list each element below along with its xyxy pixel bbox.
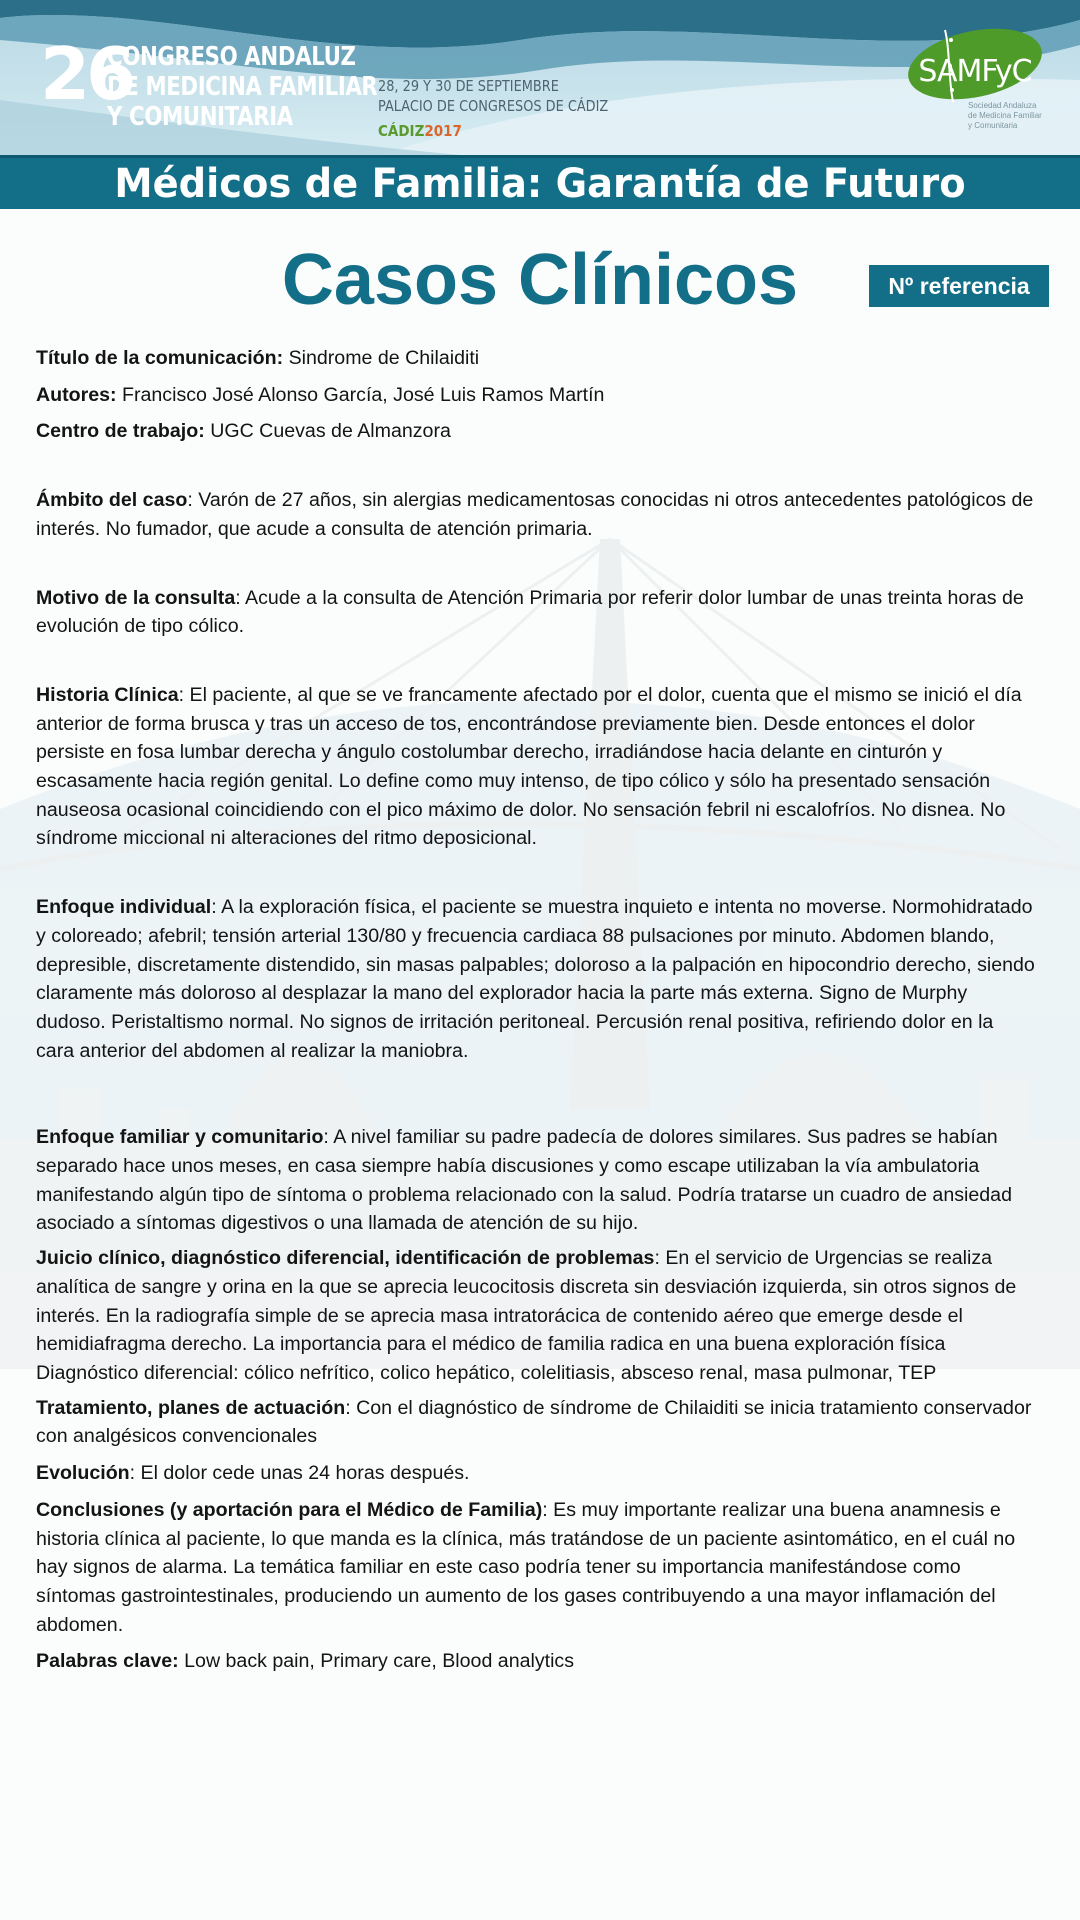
congress-dates [378, 76, 608, 116]
slogan-bar [0, 155, 1080, 209]
field-enfoque-familiar [36, 1123, 1036, 1238]
field-enfoque-individual [36, 893, 1036, 1065]
field-label: Historia Clínica [36, 683, 179, 706]
field-value: Sindrome de Chilaiditi [283, 347, 480, 369]
field-value: : Con el diagnóstico de síndrome de Chilaiditi se inicia tratamiento conservador con analgésicos convencionales [36, 1396, 1032, 1448]
field-label: Conclusiones (y aportación para el Médico de Familia) [36, 1498, 543, 1521]
field-label: Tratamiento, planes de actuación [36, 1396, 346, 1419]
city-name: CÁDIZ [378, 122, 425, 140]
case-content [36, 344, 1036, 1676]
logo-sub-line: y Comunitaria [968, 121, 1018, 130]
field-juicio-clinico [36, 1244, 1036, 1388]
dates-line: 28, 29 Y 30 DE SEPTIEMBRE [378, 77, 559, 95]
page-title: Casos Clínicos [281, 240, 799, 320]
logo-sub-line: Sociedad Andaluza [968, 101, 1037, 110]
field-label: Juicio clínico, diagnóstico diferencial, identificación de problemas [36, 1247, 655, 1270]
congress-number: 26 [40, 32, 133, 116]
congress-city [378, 122, 462, 140]
samfyc-logo-subtitle [968, 101, 1048, 131]
congress-title [107, 42, 378, 132]
field-value: : A nivel familiar su padre padecía de dolores similares. Sus padres se habían separado hace unos meses, en casa siempre había discusiones y como escape utilizaban la vía ambulatoria manifestando algún tipo de síntoma o problema relacionado con la salud. Podría tratarse un cuadro de ansiedad asociado a síntomas digestivos o una llamada de atención de su hijo. [36, 1126, 1012, 1235]
field-conclusiones [36, 1496, 1036, 1640]
field-value: : A la exploración física, el paciente se muestra inquieto e intenta no moverse. Normohidratado y coloreado; afebril; tensión arterial 130/80 y frecuencia cardiaca 88 pulsaciones por minuto. Abdomen blando, depresible, discretamente distendido, sin masas palpables; doloroso a la palpación en hipocondrio derecho, siendo claramente más doloroso al desplazar la mano del explorador hacia la parte más externa. Signo de Murphy dudoso. Peristaltismo normal. No signos de irritación peritoneal. Percusión renal positiva, refiriendo dolor en la cara anterior del abdomen al realizar la maniobra. [36, 896, 1035, 1062]
congress-banner [0, 0, 1080, 155]
field-label: Evolución [36, 1462, 130, 1485]
logo-sub-line: de Medicina Familiar [968, 111, 1042, 120]
field-value: : Varón de 27 años, sin alergias medicamentosas conocidas ni otros antecedentes patológicos de interés. No fumador, que acude a consulta de atención primaria. [36, 489, 1034, 540]
field-label: Enfoque individual [36, 896, 212, 919]
field-evolucion [36, 1459, 1036, 1488]
congress-title-line: Y COMUNITARIA [107, 102, 293, 132]
field-label: Palabras clave: [36, 1650, 179, 1673]
field-label: Autores: [36, 383, 117, 406]
field-tratamiento [36, 1394, 1036, 1451]
field-label: Ámbito del caso [36, 489, 188, 512]
field-palabras-clave [36, 1647, 1036, 1676]
field-value: Francisco José Alonso García, José Luis Ramos Martín [116, 383, 605, 406]
field-motivo [36, 584, 1036, 641]
field-value: : El paciente, al que se ve francamente afectado por el dolor, cuenta que el mismo se inició el día anterior de forma brusca y tras un acceso de tos, encontrándose previamente bien. Desde entonces el dolor persiste en fosa lumbar derecha y ángulo costolumbar derecho, irradiándose hacia delante en cinturón y escasamente hacia región genital. Lo define como muy intenso, de tipo cólico y sólo ha presentado sensación nauseosa ocasional coincidiendo con el pico máximo de dolor. No sensación febril ni escalofríos. No disnea. No síndrome miccional ni alteraciones del ritmo deposicional. [36, 683, 1022, 850]
field-value: : Es muy importante realizar una buena anamnesis e historia clínica al paciente, lo que manda es la clínica, más tratándose de un paciente asintomático, en el cuál no hay signos de alarma. La temática familiar en este caso podría tener su importancia manifestándose como síntomas gastrointestinales, produciendo un aumento de los gases contribuyendo a una mayor inflamación del abdomen. [36, 1498, 1016, 1636]
field-value: Low back pain, Primary care, Blood analytics [178, 1650, 575, 1673]
field-centro [36, 417, 1036, 446]
field-value: : El dolor cede unas 24 horas después. [129, 1462, 470, 1485]
field-label: Motivo de la consulta [36, 586, 236, 609]
field-value: UGC Cuevas de Almanzora [204, 420, 451, 443]
field-value: : En el servicio de Urgencias se realiza analítica de sangre y orina en la que se aprecia leucocitosis discreta sin desviación izquierda, sin otros signos de interés. En la radiografía simple de se aprecia masa intratorácica de contenido aéreo que emerge desde el hemidiafragma derecho. La importancia para el médico de familia radica en una buena exploración física Diagnóstico diferencial: cólico nefrítico, colico hepático, colelitiasis, absceso renal, masa pulmonar, TEP [36, 1247, 1017, 1384]
field-autores [36, 381, 1036, 410]
field-label: Centro de trabajo: [36, 420, 205, 443]
congress-year: 2017 [424, 122, 462, 140]
field-label: Enfoque familiar y comunitario [36, 1126, 324, 1149]
field-historia [36, 681, 1036, 853]
congress-title-line: DE MEDICINA FAMILIAR [107, 72, 378, 102]
congress-title-line: CONGRESO ANDALUZ [107, 42, 356, 72]
field-titulo [36, 344, 1036, 373]
field-value: : Acude a la consulta de Atención Primaria por referir dolor lumbar de unas treinta horas de evolución de tipo cólico. [36, 586, 1024, 638]
venue-line: PALACIO DE CONGRESOS DE CÁDIZ [378, 97, 609, 115]
reference-number-badge: Nº referencia [869, 265, 1049, 307]
samfyc-logo-text: SAMFyC [918, 54, 1032, 89]
slogan: Médicos de Familia: Garantía de Futuro [114, 161, 966, 207]
field-ambito [36, 486, 1036, 543]
field-label: Título de la comunicación: [36, 347, 284, 369]
